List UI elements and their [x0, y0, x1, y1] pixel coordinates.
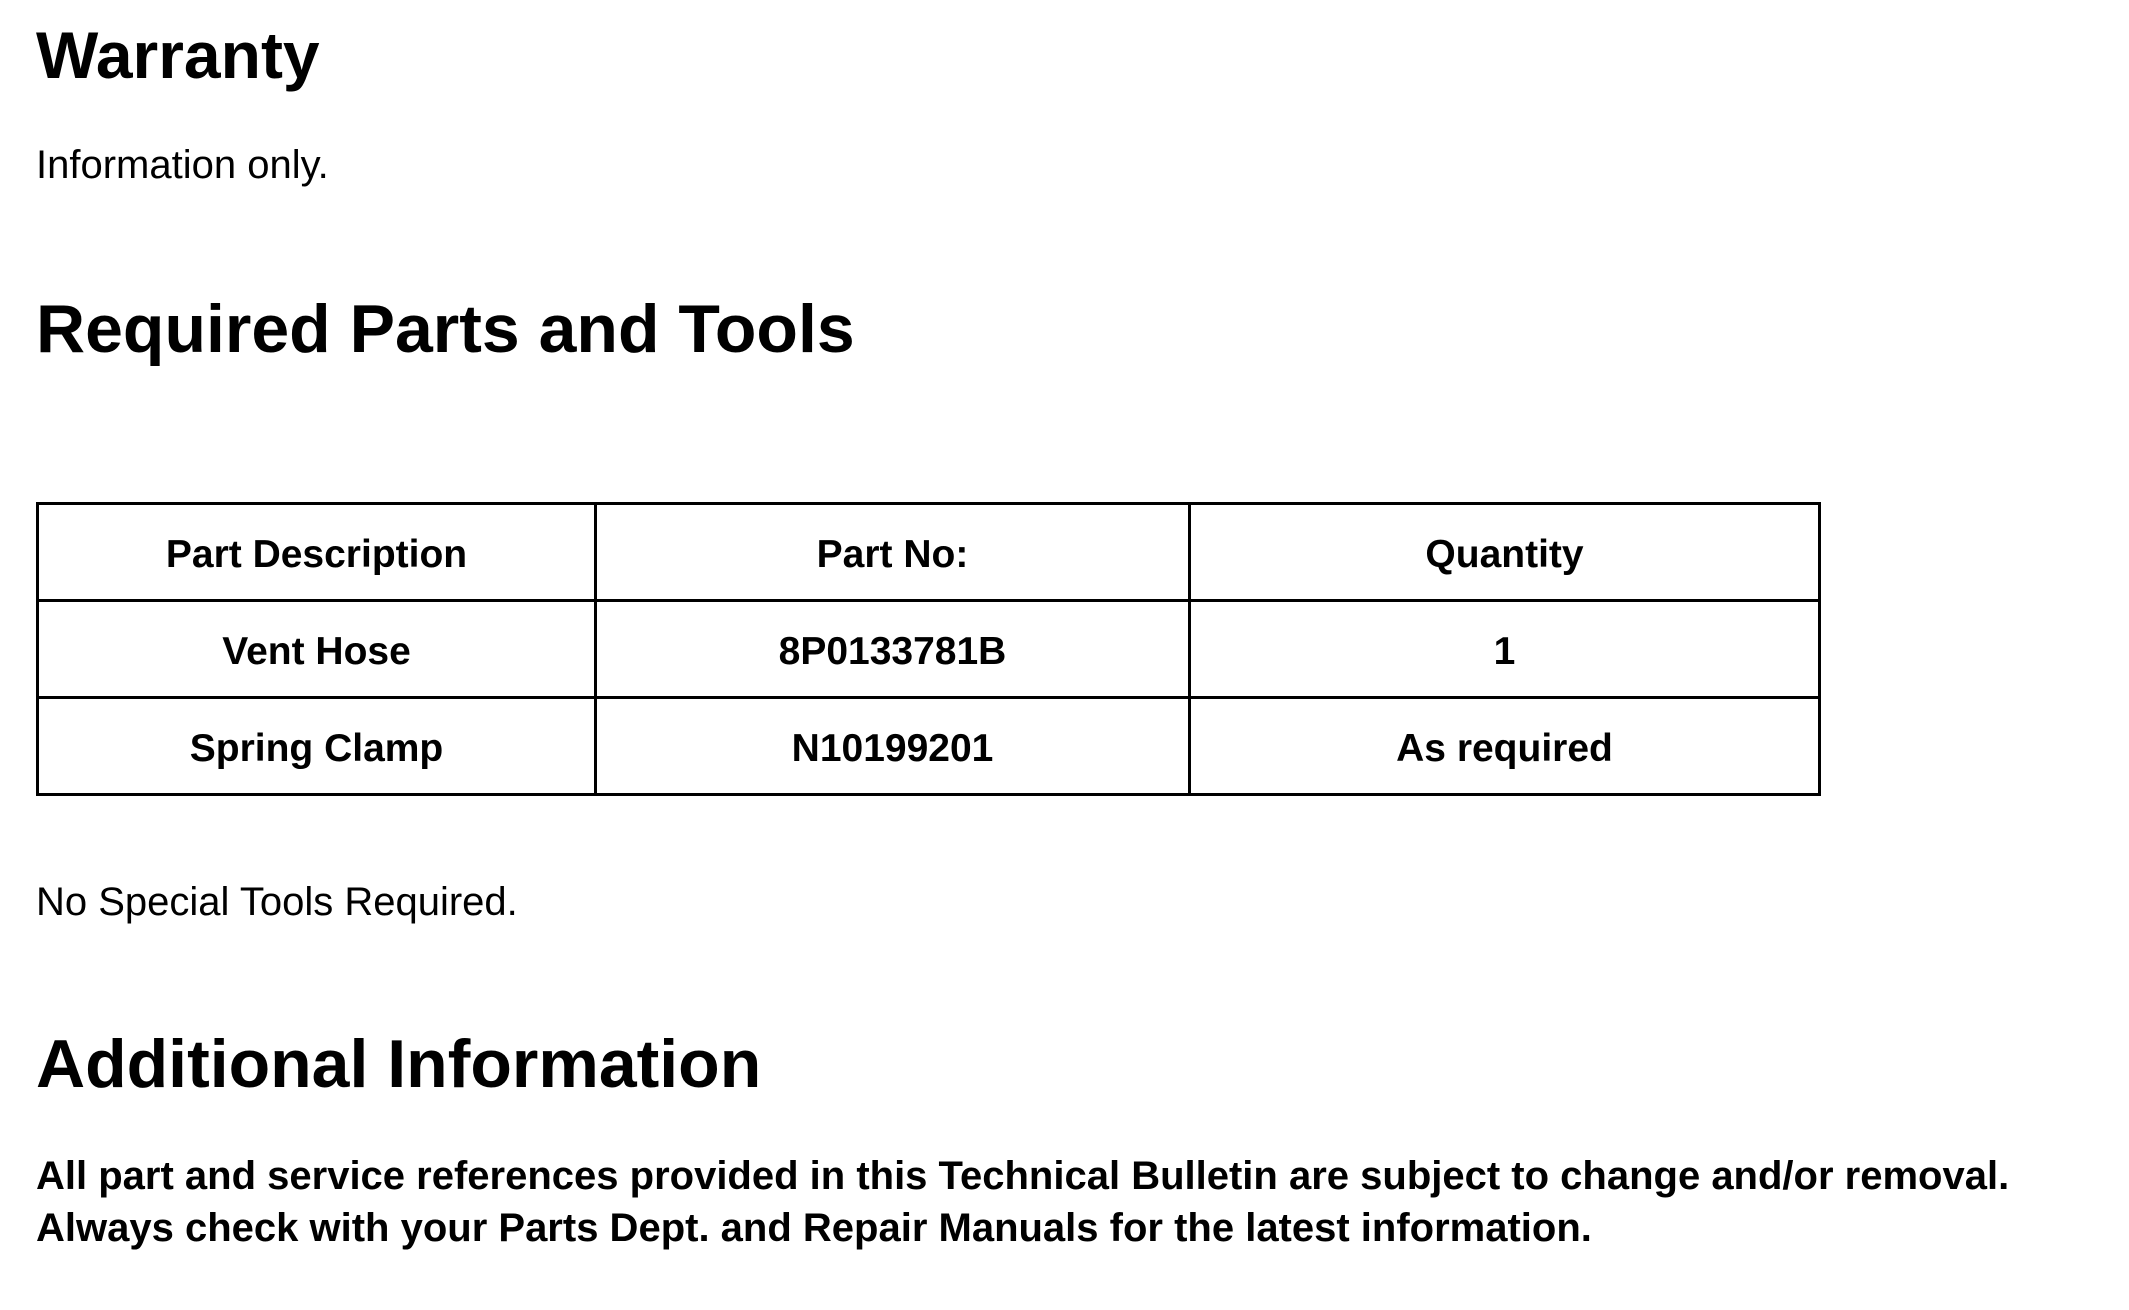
tools-note: No Special Tools Required. [36, 880, 518, 924]
cell-quantity: 1 [1190, 601, 1820, 698]
cell-part-description: Spring Clamp [38, 698, 596, 795]
header-part-description: Part Description [38, 504, 596, 601]
cell-quantity: As required [1190, 698, 1820, 795]
cell-part-number: 8P0133781B [596, 601, 1190, 698]
parts-table [36, 502, 1821, 796]
cell-part-description: Vent Hose [38, 601, 596, 698]
table-header-row [38, 504, 1820, 601]
additional-info-text [36, 1150, 2009, 1254]
additional-info-line-2: Always check with your Parts Dept. and Repair Manuals for the latest information. [36, 1206, 1592, 1250]
table-row [38, 698, 1820, 795]
header-quantity: Quantity [1190, 504, 1820, 601]
warranty-heading: Warranty [36, 18, 320, 92]
header-part-number: Part No: [596, 504, 1190, 601]
additional-info-heading: Additional Information [36, 1026, 762, 1102]
additional-info-line-1: All part and service references provided in this Technical Bulletin are subject to change and/or removal. [36, 1154, 2010, 1198]
required-parts-heading: Required Parts and Tools [36, 291, 855, 367]
table-row [38, 601, 1820, 698]
warranty-text: Information only. [36, 143, 329, 187]
cell-part-number: N10199201 [596, 698, 1190, 795]
